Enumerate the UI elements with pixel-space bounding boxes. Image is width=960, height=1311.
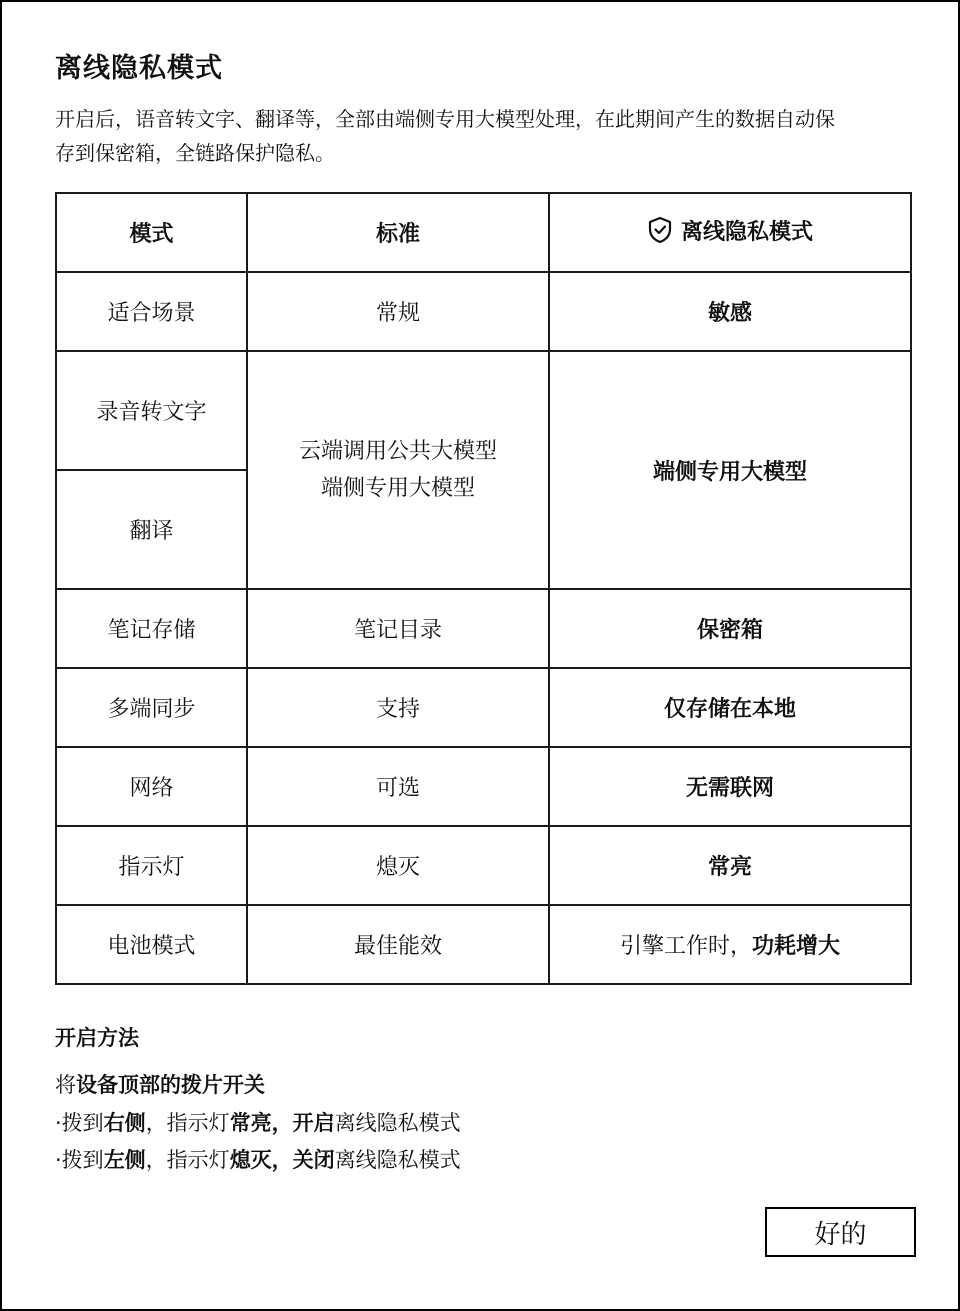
cell-standard-network: 可选 <box>247 747 549 826</box>
table-header-row <box>56 193 911 272</box>
table-row <box>56 272 911 351</box>
cell-standard-sync: 支持 <box>247 668 549 747</box>
shield-check-icon <box>647 216 673 244</box>
method-step-right <box>55 1108 461 1138</box>
ok-button[interactable]: 好的 <box>765 1207 916 1257</box>
cell-private-model: 端侧专用大模型 <box>549 351 911 589</box>
standard-model-line-2: 端侧专用大模型 <box>320 476 475 501</box>
method-step-left <box>55 1145 461 1175</box>
row-label-storage: 笔记存储 <box>56 589 247 668</box>
method-intro <box>55 1070 265 1100</box>
row-label-transcribe: 录音转文字 <box>56 351 247 470</box>
cell-private-storage: 保密箱 <box>549 589 911 668</box>
cell-private-sync: 仅存储在本地 <box>549 668 911 747</box>
step-right-p1: ·拨到 <box>55 1111 104 1135</box>
header-standard: 标准 <box>247 193 549 272</box>
battery-private-emphasis: 功耗增大 <box>752 934 841 959</box>
cell-private-scene: 敏感 <box>549 272 911 351</box>
dialog-description <box>55 102 905 170</box>
header-private-mode <box>549 193 911 272</box>
table-row <box>56 826 911 905</box>
step-right-b2: 常亮，开启 <box>229 1111 335 1135</box>
table-row <box>56 905 911 984</box>
step-right-b1: 右侧 <box>103 1111 146 1135</box>
cell-standard-storage: 笔记目录 <box>247 589 549 668</box>
table-row <box>56 589 911 668</box>
dialog-title: 离线隐私模式 <box>55 53 223 84</box>
step-left-b1: 左侧 <box>103 1148 146 1172</box>
description-line-1: 开启后，语音转文字、翻译等，全部由端侧专用大模型处理，在此期间产生的数据自动保 <box>55 107 835 131</box>
row-label-sync: 多端同步 <box>56 668 247 747</box>
battery-private-prefix: 引擎工作时， <box>619 934 752 959</box>
standard-model-line-1: 云端调用公共大模型 <box>298 439 497 464</box>
header-mode: 模式 <box>56 193 247 272</box>
step-left-p3: 离线隐私模式 <box>334 1148 461 1172</box>
step-right-p3: 离线隐私模式 <box>334 1111 461 1135</box>
step-left-b2: 熄灭，关闭 <box>229 1148 335 1172</box>
row-label-scene: 适合场景 <box>56 272 247 351</box>
method-intro-prefix: 将 <box>55 1073 76 1097</box>
table-row <box>56 351 911 470</box>
description-line-2: 存到保密箱，全链路保护隐私。 <box>55 141 335 165</box>
cell-standard-scene: 常规 <box>247 272 549 351</box>
cell-standard-battery: 最佳能效 <box>247 905 549 984</box>
table-row <box>56 747 911 826</box>
method-title: 开启方法 <box>55 1026 139 1050</box>
cell-standard-indicator: 熄灭 <box>247 826 549 905</box>
row-label-network: 网络 <box>56 747 247 826</box>
cell-private-network: 无需联网 <box>549 747 911 826</box>
step-right-p2: ，指示灯 <box>145 1111 230 1135</box>
comparison-table <box>55 192 912 985</box>
table-row <box>56 668 911 747</box>
header-private-label: 离线隐私模式 <box>680 219 813 245</box>
row-label-indicator: 指示灯 <box>56 826 247 905</box>
row-label-battery: 电池模式 <box>56 905 247 984</box>
cell-private-indicator: 常亮 <box>549 826 911 905</box>
cell-private-battery <box>549 905 911 984</box>
method-intro-emphasis: 设备顶部的拨片开关 <box>76 1073 265 1097</box>
step-left-p1: ·拨到 <box>55 1148 104 1172</box>
cell-standard-model <box>247 351 549 589</box>
step-left-p2: ，指示灯 <box>145 1148 230 1172</box>
row-label-translate: 翻译 <box>56 470 247 589</box>
